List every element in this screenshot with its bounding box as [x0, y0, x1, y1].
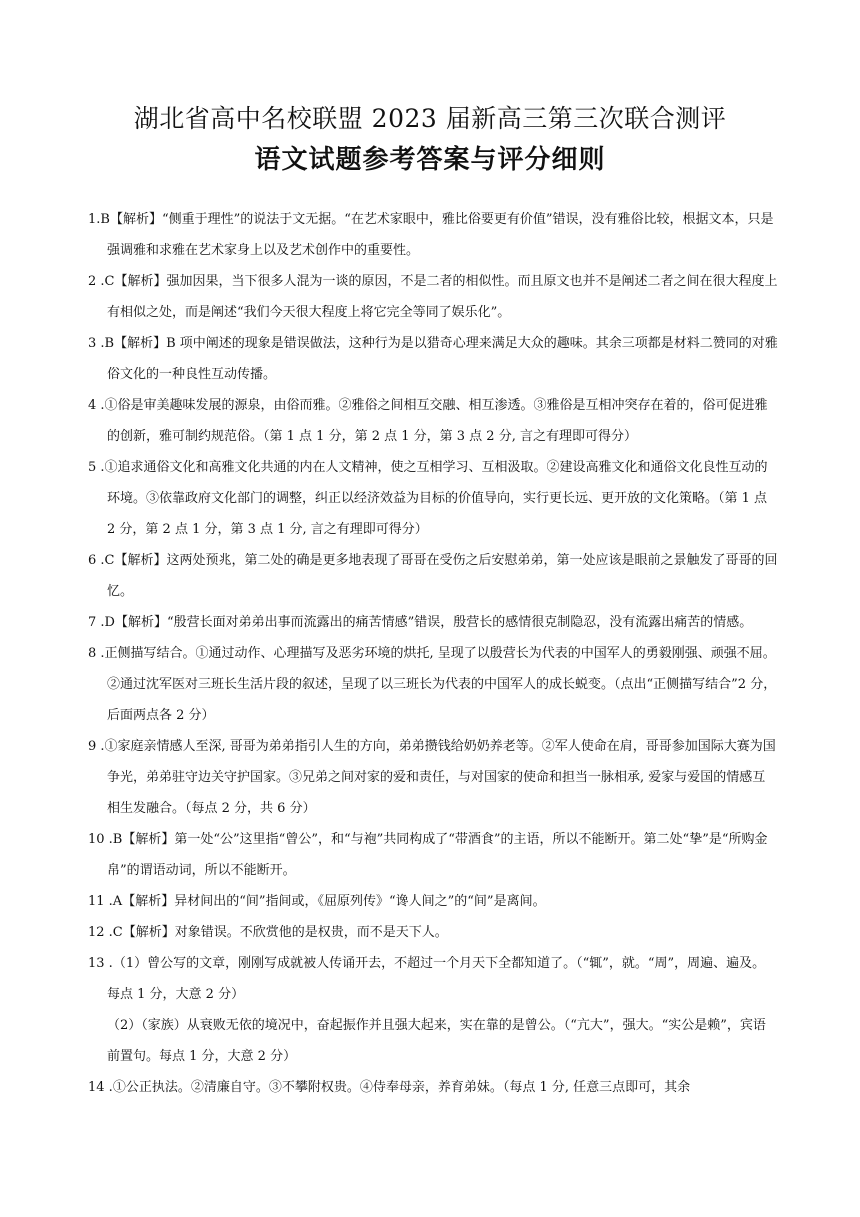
answer-item — [88, 204, 778, 266]
answer-text: 正侧描写结合。①通过动作、心理描写及恶劣环境的烘托, 呈现了以殷营长为代表的中国军人的勇毅刚强、顽强不屈。②通过沈军医对三班长生活片段的叙述，呈现了以三班长为代表的中国军人的成长蜕变。（点出“正侧描写结合”2 分，后面两点各 2 分） — [104, 646, 777, 723]
answer-number: 10 .B — [88, 832, 123, 847]
answer-text: 【解析】对象错误。不欣赏他的是权贵，而不是天下人。 — [122, 925, 448, 940]
answer-item — [88, 607, 778, 638]
answer-item — [88, 390, 778, 452]
answer-number: 12 .C — [88, 925, 123, 940]
answer-text: （1）曾公写的文章，刚刚写成就被人传诵开去，不超过一个月天下全都知道了。（“辄”，就。“周”，周遍、遍及。每点 1 分，大意 2 分） — [107, 956, 766, 1002]
answer-text: 【解析】“殷营长面对弟弟出事而流露出的痛苦情感”错误，殷营长的感情很克制隐忍，没有流露出痛苦的情感。 — [114, 615, 753, 630]
answer-number: 8 . — [88, 646, 105, 661]
answer-number: 4 . — [88, 398, 105, 413]
answer-number: 5 . — [88, 460, 105, 475]
answer-text: 【解析】“侧重于理性”的说法于文无据。“在艺术家眼中，雅比俗要更有价值”错误，没有雅俗比较，根据文本，只是强调雅和求雅在艺术家身上以及艺术创作中的重要性。 — [107, 212, 774, 258]
answer-number: 7 .D — [88, 615, 115, 630]
answer-text: （2）（家族）从衰败无依的境况中，奋起振作并且强大起来，实在靠的是曾公。（“亢大”，强大。“实公是赖”，宾语前置句。每点 1 分，大意 2 分） — [107, 1018, 766, 1064]
document-title: 湖北省高中名校联盟 2023 届新高三第三次联合测评 — [133, 104, 727, 133]
answer-text: ①追求通俗文化和高雅文化共通的内在人文精神，使之互相学习、互相汲取。②建设高雅文化和通俗文化良性互动的环境。③依靠政府文化部门的调整，纠正以经济效益为目标的价值导向，实行更长远、更开放的文化策略。（第 1 点 2 分，第 2 点 1 分，第 3 点 1 分, 言之有理即可得分） — [104, 460, 768, 537]
answer-item — [88, 886, 778, 917]
answer-number: 2 .C — [88, 274, 115, 289]
answer-number: 6 .C — [88, 553, 115, 568]
answer-text: 【解析】异材间出的“间”指间或，《屈原列传》“谗人间之”的“间”是离间。 — [122, 894, 546, 909]
answer-item — [88, 638, 778, 731]
answer-list — [88, 204, 778, 1103]
answer-number: 14 . — [88, 1080, 113, 1095]
answer-text: ①公正执法。②清廉自守。③不攀附权贵。④侍奉母亲，养育弟妹。（每点 1 分, 任意三点即可，其余 — [112, 1080, 691, 1095]
answer-item — [88, 545, 778, 607]
answer-text: 【解析】第一处“公”这里指“曾公”，和“与袍”共同构成了“带酒食”的主语，所以不能断开。第二处“挚”是“所购金帛”的谓语动词，所以不能断开。 — [107, 832, 768, 878]
answer-item — [88, 948, 778, 1010]
answer-text: 【解析】B 项中阐述的现象是错误做法，这种行为是以猎奇心理来满足大众的趣味。其余三项都是材料二赞同的对雅俗文化的一种良性互动传播。 — [107, 336, 778, 382]
answer-item — [88, 824, 778, 886]
answer-text: ①家庭亲情感人至深, 哥哥为弟弟指引人生的方向，弟弟攒钱给奶奶养老等。②军人使命在肩，哥哥参加国际大赛为国争光，弟弟驻守边关守护国家。③兄弟之间对家的爱和责任，与对国家的使命和担当一脉相承, 爱家与爱国的情感互相生发融合。（每点 2 分，共 6 分） — [104, 739, 776, 816]
answer-text: ①俗是审美趣味发展的源泉，由俗而雅。②雅俗之间相互交融、相互渗透。③雅俗是互相冲突存在着的，俗可促进雅的创新，雅可制约规范俗。（第 1 点 1 分，第 2 点 1 分，第 3 点 2 分, 言之有理即可得分） — [104, 398, 768, 444]
answer-item — [88, 1072, 778, 1103]
answer-item — [88, 917, 778, 948]
answer-number: 11 .A — [88, 894, 123, 909]
answer-item — [88, 452, 778, 545]
answer-text: 【解析】这两处预兆，第二处的确是更多地表现了哥哥在受伤之后安慰弟弟，第一处应该是眼前之景触发了哥哥的回忆。 — [107, 553, 778, 599]
answer-number: 9 . — [88, 739, 105, 754]
document-subtitle: 语文试题参考答案与评分细则 — [254, 145, 606, 175]
answer-number: 3 .B — [88, 336, 115, 351]
answer-number: 13 . — [88, 956, 113, 971]
answer-item — [88, 328, 778, 390]
answer-text: 【解析】强加因果，当下很多人混为一谈的原因，不是二者的相似性。而且原文也并不是阐述二者之间在很大程度上有相似之处，而是阐述“我们今天很大程度上将它完全等同了娱乐化”。 — [107, 274, 778, 320]
answer-item — [88, 266, 778, 328]
answer-number: 1.B — [88, 212, 110, 227]
answer-item — [88, 731, 778, 824]
answer-subitem — [88, 1010, 778, 1072]
